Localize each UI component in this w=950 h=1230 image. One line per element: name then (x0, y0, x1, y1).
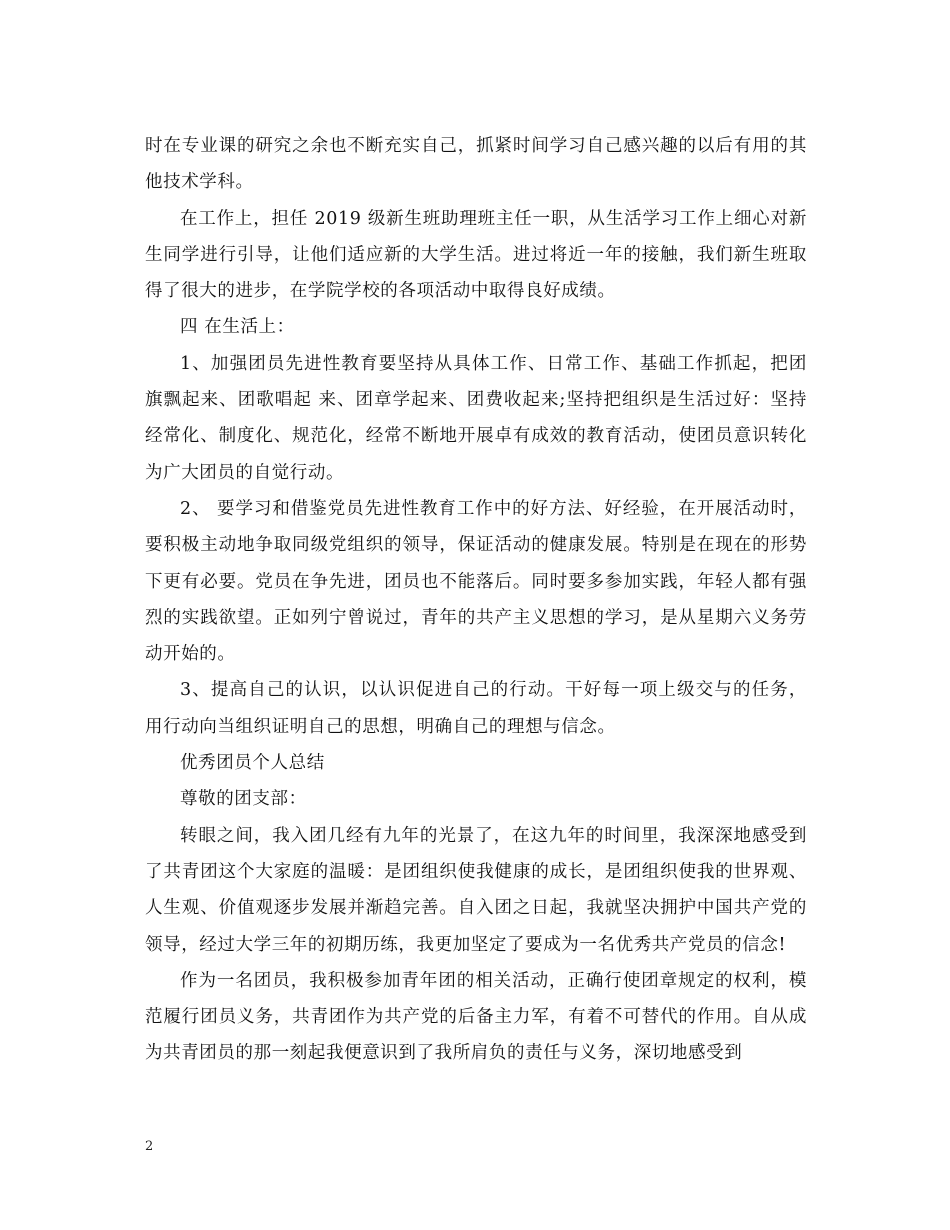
paragraph-3-heading: 四 在生活上： (180, 317, 295, 338)
paragraph-1: 时在专业课的研究之余也不断充实自己，抓紧时间学习自己感兴趣的以后有用的其他技术学科。 (145, 136, 807, 193)
paragraph-5: 2、 要学习和借鉴党员先进性教育工作中的好方法、好经验，在开展活动时，要积极主动地争取同级党组织的领导，保证活动的健康发展。特别是在现在的形势下更有必要。党员在争先进，团员也不能落后。同时要多参加实践，年轻人都有强烈的实践欲望。正如列宁曾说过，青年的共产主义思想的学习，是从星期六义务劳动开始的。 (145, 498, 807, 665)
paragraph-10: 作为一名团员，我积极参加青年团的相关活动，正确行使团章规定的权利，模范履行团员义务，共青团作为共产党的后备主力军，有着不可替代的作用。自从成为共青团员的那一刻起我便意识到了我所肩负的责任与义务，深切地感受到 (145, 970, 807, 1064)
paragraph-4: 1、加强团员先进性教育要坚持从具体工作、日常工作、基础工作抓起，把团旗飘起来、团歌唱起 来、团章学起来、团费收起来;坚持把组织是生活过好：坚持经常化、制度化、规范化，经常不断地开展卓有成效的教育活动，使团员意识转化为广大团员的自觉行动。 (145, 353, 807, 483)
paragraph-9: 转眼之间，我入团几经有九年的光景了，在这九年的时间里，我深深地感受到了共青团这个大家庭的温暖：是团组织使我健康的成长，是团组织使我的世界观、人生观、价值观逐步发展并渐趋完善。自入团之日起，我就坚决拥护中国共产党的领导，经过大学三年的初期历练，我更加坚定了要成为一名优秀共产党员的信念! (145, 825, 807, 955)
paragraph-6: 3、提高自己的认识，以认识促进自己的行动。干好每一项上级交与的任务，用行动向当组织证明自己的思想，明确自己的理想与信念。 (145, 680, 807, 737)
paragraph-2: 在工作上，担任 2019 级新生班助理班主任一职，从生活学习工作上细心对新生同学进行引导，让他们适应新的大学生活。进过将近一年的接触，我们新生班取得了很大的进步，在学院学校的各项活动中取得良好成绩。 (145, 208, 807, 302)
document-body (145, 128, 807, 1072)
section-title: 优秀团员个人总结 (180, 753, 325, 774)
salutation: 尊敬的团支部： (180, 789, 307, 810)
page-number: 2 (145, 1139, 154, 1154)
